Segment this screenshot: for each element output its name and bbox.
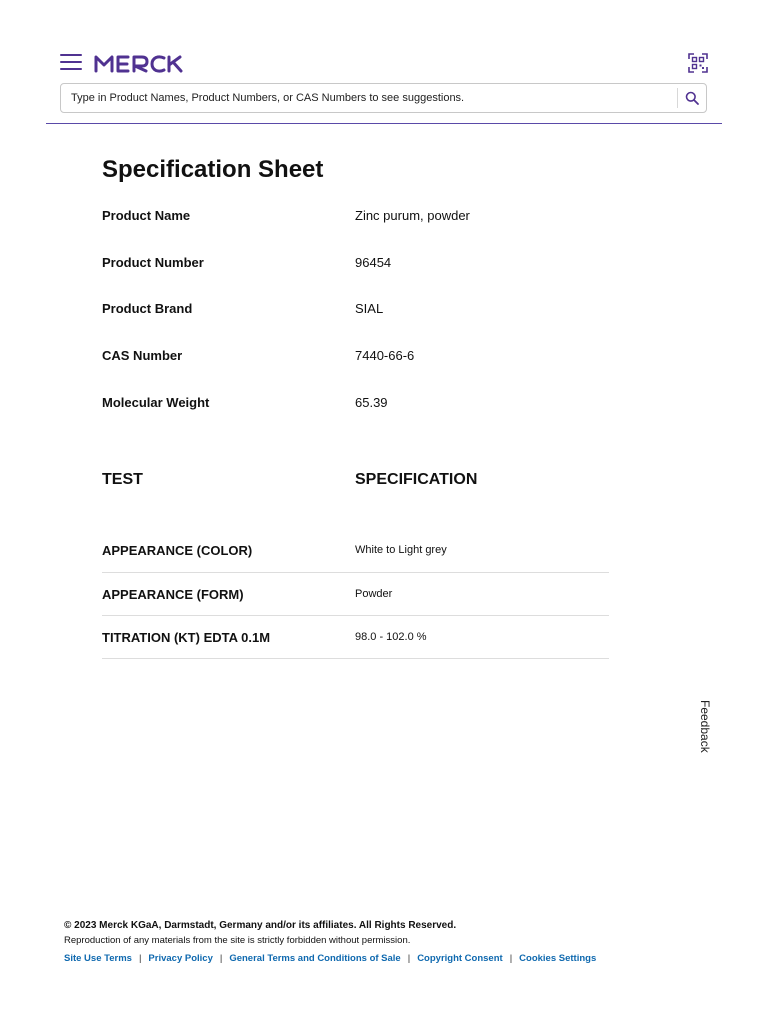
qr-scan-icon[interactable] xyxy=(688,53,708,73)
copyright-text: © 2023 Merck KGaA, Darmstadt, Germany and/or its affiliates. All Rights Reserved. xyxy=(64,920,457,931)
molecular-weight-row xyxy=(102,387,609,434)
product-name-label: Product Name xyxy=(102,208,191,223)
search-input[interactable] xyxy=(61,84,681,112)
product-brand-value: SIAL xyxy=(355,301,384,317)
footer-separator: | xyxy=(509,953,513,964)
site-footer xyxy=(64,918,704,966)
site-header xyxy=(46,0,722,124)
test-name: APPEARANCE (FORM) xyxy=(102,586,244,602)
footer-separator: | xyxy=(407,953,411,964)
site-use-terms-link[interactable]: Site Use Terms xyxy=(64,953,132,964)
product-info-list xyxy=(102,200,609,433)
table-row xyxy=(102,529,609,572)
product-number-value: 96454 xyxy=(355,254,392,270)
product-name-value: Zinc purum, powder xyxy=(355,208,470,223)
copyright-consent-link[interactable]: Copyright Consent xyxy=(417,953,503,964)
search-divider xyxy=(677,88,678,108)
test-specification: White to Light grey xyxy=(355,544,447,557)
molecular-weight-label: Molecular Weight xyxy=(102,394,210,410)
merck-logo[interactable] xyxy=(94,51,184,75)
product-number-label: Product Number xyxy=(102,254,204,270)
table-row xyxy=(102,616,609,659)
test-specification: Powder xyxy=(355,587,393,600)
footer-links xyxy=(64,952,704,966)
test-table xyxy=(102,529,609,659)
search-icon[interactable] xyxy=(684,90,700,106)
table-row xyxy=(102,573,609,616)
search-bar xyxy=(60,83,707,113)
cas-number-row xyxy=(102,340,609,387)
specification-column-header: SPECIFICATION xyxy=(355,471,478,489)
reproduction-notice: Reproduction of any materials from the site is strictly forbidden without permission. xyxy=(64,935,411,946)
product-brand-row xyxy=(102,293,609,340)
product-name-row xyxy=(102,200,609,247)
terms-of-sale-link[interactable]: General Terms and Conditions of Sale xyxy=(229,953,401,964)
test-specification: 98.0 - 102.0 % xyxy=(355,631,427,644)
product-number-row xyxy=(102,247,609,294)
feedback-tab[interactable] xyxy=(690,696,720,756)
cookies-settings-link[interactable]: Cookies Settings xyxy=(519,953,597,964)
test-name: TITRATION (KT) EDTA 0.1M xyxy=(102,630,271,646)
page-title: Specification Sheet xyxy=(102,156,324,183)
footer-separator: | xyxy=(138,953,142,964)
test-name: APPEARANCE (COLOR) xyxy=(102,543,253,559)
privacy-policy-link[interactable]: Privacy Policy xyxy=(148,953,213,964)
cas-number-label: CAS Number xyxy=(102,348,183,364)
footer-separator: | xyxy=(219,953,223,964)
hamburger-menu-icon[interactable] xyxy=(60,54,82,72)
cas-number-value: 7440-66-6 xyxy=(355,348,415,364)
molecular-weight-value: 65.39 xyxy=(355,394,388,410)
test-column-header: TEST xyxy=(102,471,143,489)
product-brand-label: Product Brand xyxy=(102,301,193,317)
test-table-header xyxy=(102,461,609,511)
specification-content xyxy=(102,152,609,659)
feedback-label: Feedback xyxy=(698,700,712,753)
